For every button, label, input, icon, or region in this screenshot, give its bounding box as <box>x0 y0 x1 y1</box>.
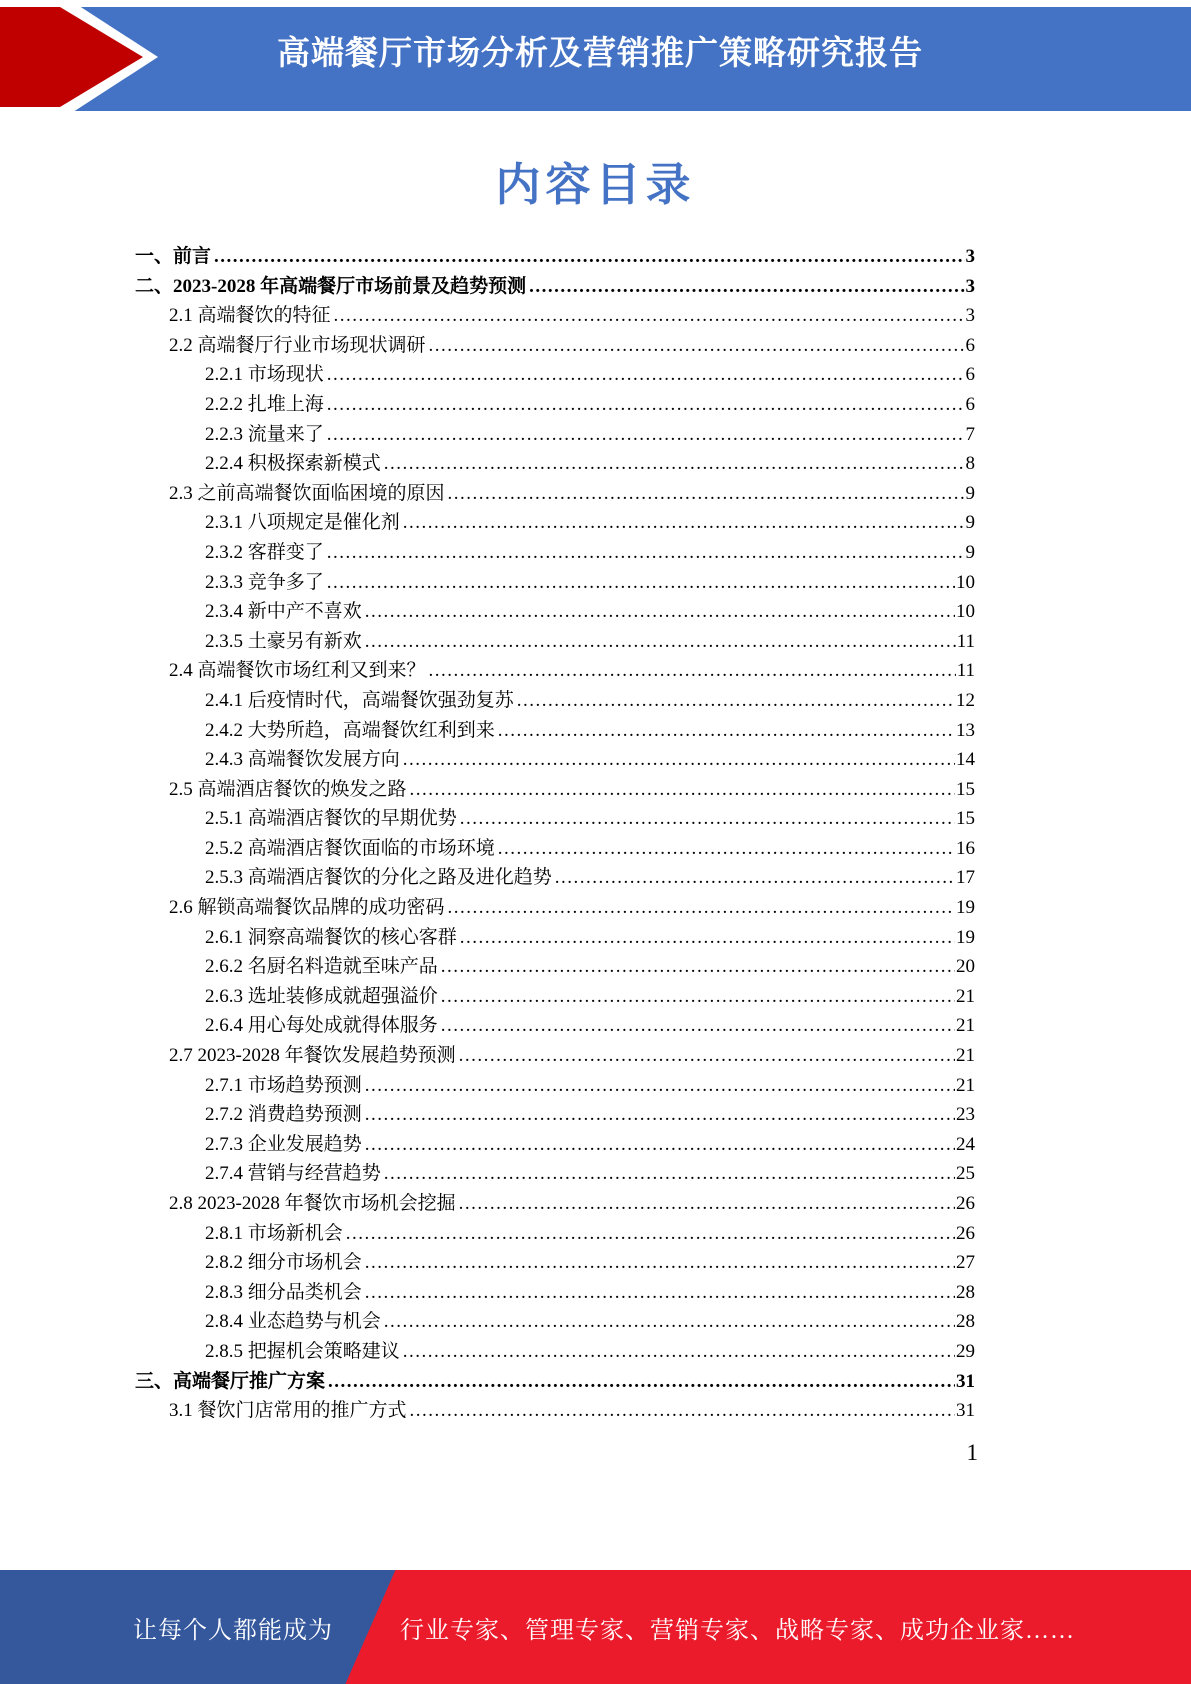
toc-entry[interactable] <box>135 241 975 271</box>
toc-leader-dots <box>529 276 964 298</box>
toc-page-number: 6 <box>965 393 975 415</box>
toc-entry-label: 二、2023-2028 年高端餐厅市场前景及趋势预测 <box>135 275 527 297</box>
toc-entry-label: 2.2.3 流量来了 <box>205 423 324 445</box>
toc-entry-label: 一、前言 <box>135 246 212 267</box>
toc-leader-dots <box>441 986 955 1008</box>
toc-entry-label: 2.3.3 竞争多了 <box>205 571 324 593</box>
toc-entry[interactable] <box>135 981 975 1011</box>
toc-entry[interactable] <box>135 1336 975 1366</box>
toc-page-number: 15 <box>956 778 975 800</box>
toc-entry[interactable] <box>135 389 975 419</box>
toc-entry[interactable] <box>135 1040 975 1070</box>
toc-page-number: 13 <box>956 719 975 741</box>
toc-entry-label: 2.3.2 客群变了 <box>205 541 324 563</box>
toc-leader-dots <box>460 808 955 830</box>
toc-entry-label: 2.7.2 消费趋势预测 <box>205 1104 362 1126</box>
toc-leader-dots <box>410 1400 955 1422</box>
footer-slogan-left: 让每个人都能成为 <box>133 1618 333 1644</box>
toc-leader-dots <box>460 927 955 949</box>
toc-page-number: 6 <box>965 364 975 386</box>
toc-entry-label: 2.3.5 土豪另有新欢 <box>205 630 362 652</box>
toc-entry[interactable] <box>135 359 975 389</box>
toc-entry[interactable] <box>135 507 975 537</box>
toc-entry[interactable] <box>135 1158 975 1188</box>
toc-page-number: 7 <box>965 423 975 445</box>
toc-page-number: 31 <box>956 1400 975 1422</box>
toc-page-number: 6 <box>965 334 975 356</box>
toc-leader-dots <box>365 1252 955 1274</box>
toc-entry[interactable] <box>135 626 975 656</box>
toc-entry-label: 2.6.1 洞察高端餐饮的核心客群 <box>205 926 457 948</box>
toc-entry[interactable] <box>135 330 975 360</box>
toc-entry-label: 2.2.1 市场现状 <box>205 364 324 386</box>
toc-entry-label: 2.8 2023-2028 年餐饮市场机会挖掘 <box>169 1193 456 1214</box>
toc-page-number: 8 <box>965 453 975 475</box>
toc-entry[interactable] <box>135 1395 975 1425</box>
toc-page-number: 3 <box>965 275 975 297</box>
toc-leader-dots <box>429 660 956 682</box>
toc-page-number: 10 <box>956 601 975 623</box>
toc-page-number: 20 <box>956 956 975 978</box>
toc-leader-dots <box>327 394 965 416</box>
toc-entry-label: 3.1 餐饮门店常用的推广方式 <box>169 1400 407 1422</box>
toc-page-number: 12 <box>956 689 975 711</box>
toc-entry[interactable] <box>135 803 975 833</box>
toc-entry[interactable] <box>135 1010 975 1040</box>
toc-leader-dots <box>365 1104 955 1126</box>
toc-list <box>135 241 975 1425</box>
toc-leader-dots <box>498 838 955 860</box>
toc-leader-dots <box>410 779 955 801</box>
toc-page-number: 19 <box>956 926 975 948</box>
red-chevron-icon <box>0 0 160 114</box>
toc-entry[interactable] <box>135 744 975 774</box>
toc-leader-dots <box>365 1282 955 1304</box>
toc-entry[interactable] <box>135 1188 975 1218</box>
toc-page-number: 15 <box>956 808 975 830</box>
toc-leader-dots <box>448 483 965 505</box>
toc-entry-label: 2.8.2 细分市场机会 <box>205 1252 362 1274</box>
toc-entry-label: 2.3 之前高端餐饮面临困境的原因 <box>169 482 445 504</box>
toc-leader-dots <box>327 364 965 386</box>
toc-page-number: 29 <box>956 1340 975 1362</box>
toc-entry-label: 2.6.2 名厨名料造就至味产品 <box>205 956 438 978</box>
toc-entry-label: 2.4.2 大势所趋，高端餐饮红利到来 <box>205 719 495 741</box>
toc-leader-dots <box>328 1371 955 1393</box>
toc-page-number: 23 <box>956 1104 975 1126</box>
toc-entry-label: 2.6.4 用心每处成就得体服务 <box>205 1015 438 1037</box>
toc-entry-label: 2.4.1 后疫情时代，高端餐饮强劲复苏 <box>205 689 514 711</box>
toc-entry[interactable] <box>135 271 975 301</box>
toc-leader-dots <box>365 601 955 623</box>
toc-page-number: 9 <box>965 482 975 504</box>
toc-page-number: 27 <box>956 1252 975 1274</box>
toc-entry[interactable] <box>135 1366 975 1396</box>
toc-entry-label: 2.6.3 选址装修成就超强溢价 <box>205 985 438 1007</box>
toc-leader-dots <box>365 1134 955 1156</box>
toc-entry[interactable] <box>135 596 975 626</box>
toc-entry-label: 2.2.4 积极探索新模式 <box>205 453 381 475</box>
toc-entry[interactable] <box>135 892 975 922</box>
toc-entry[interactable] <box>135 655 975 685</box>
toc-entry-label: 2.2.2 扎堆上海 <box>205 393 324 415</box>
toc-leader-dots <box>334 305 965 327</box>
toc-page-number: 25 <box>956 1163 975 1185</box>
toc-page-number: 16 <box>956 837 975 859</box>
toc-leader-dots <box>365 1075 955 1097</box>
toc-leader-dots <box>448 897 955 919</box>
toc-entry[interactable] <box>135 862 975 892</box>
toc-page-number: 9 <box>965 541 975 563</box>
toc-leader-dots <box>214 246 964 268</box>
toc-page-number: 3 <box>965 305 975 327</box>
toc-entry[interactable] <box>135 537 975 567</box>
toc-leader-dots <box>517 690 955 712</box>
toc-page-number: 17 <box>956 867 975 889</box>
toc-entry-label: 2.4 高端餐饮市场红利又到来？ <box>169 660 426 682</box>
toc-leader-dots <box>403 512 965 534</box>
toc-entry-label: 2.3.1 八项规定是催化剂 <box>205 512 400 534</box>
toc-entry[interactable] <box>135 922 975 952</box>
footer-banner <box>0 1570 1191 1684</box>
toc-page-number: 21 <box>956 1015 975 1037</box>
toc-page-number: 28 <box>956 1311 975 1333</box>
toc-entry[interactable] <box>135 448 975 478</box>
toc-entry-label: 2.5.3 高端酒店餐饮的分化之路及进化趋势 <box>205 867 552 889</box>
report-title: 高端餐厅市场分析及营销推广策略研究报告 <box>277 35 923 72</box>
toc-entry[interactable] <box>135 1277 975 1307</box>
toc-entry[interactable] <box>135 774 975 804</box>
toc-leader-dots <box>384 1311 955 1333</box>
toc-title: 内容目录 <box>495 160 696 210</box>
toc-page-number: 21 <box>956 985 975 1007</box>
toc-page-number: 21 <box>956 1074 975 1096</box>
toc-page-number: 26 <box>956 1222 975 1244</box>
toc-entry[interactable] <box>135 1247 975 1277</box>
toc-leader-dots <box>498 720 955 742</box>
toc-page-number: 14 <box>956 749 975 771</box>
toc-leader-dots <box>403 749 955 771</box>
toc-entry[interactable] <box>135 1306 975 1336</box>
toc-leader-dots <box>327 542 965 564</box>
toc-page-number: 9 <box>965 512 975 534</box>
toc-leader-dots <box>327 572 955 594</box>
toc-entry-label: 2.8.4 业态趋势与机会 <box>205 1311 381 1333</box>
toc-leader-dots <box>346 1223 955 1245</box>
toc-entry[interactable] <box>135 419 975 449</box>
toc-entry-label: 2.8.3 细分品类机会 <box>205 1281 362 1303</box>
toc-entry[interactable] <box>135 1218 975 1248</box>
toc-page-number: 10 <box>956 571 975 593</box>
page-number: 1 <box>966 1440 978 1465</box>
toc-entry-label: 2.7.1 市场趋势预测 <box>205 1074 362 1096</box>
toc-entry-label: 2.5.2 高端酒店餐饮面临的市场环境 <box>205 837 495 859</box>
toc-entry[interactable] <box>135 951 975 981</box>
toc-page-number: 11 <box>956 630 975 652</box>
toc-entry[interactable] <box>135 567 975 597</box>
toc-entry-label: 2.5.1 高端酒店餐饮的早期优势 <box>205 808 457 830</box>
toc-entry-label: 2.8.5 把握机会策略建议 <box>205 1340 400 1362</box>
header-banner <box>0 0 1191 118</box>
toc-entry[interactable] <box>135 1099 975 1129</box>
toc-page-number: 31 <box>956 1370 975 1392</box>
toc-page-number: 21 <box>956 1045 975 1067</box>
footer-slogan-right: 行业专家、管理专家、营销专家、战略专家、成功企业家…… <box>400 1618 1075 1644</box>
toc-entry-label: 三、高端餐厅推广方案 <box>135 1370 326 1392</box>
toc-page-number: 11 <box>956 660 975 682</box>
toc-page-number: 28 <box>956 1281 975 1303</box>
toc-entry-label: 2.8.1 市场新机会 <box>205 1222 343 1244</box>
toc-page-number: 24 <box>956 1133 975 1155</box>
toc-leader-dots <box>459 1045 955 1067</box>
toc-entry[interactable] <box>135 715 975 745</box>
toc-entry-label: 2.7.3 企业发展趋势 <box>205 1133 362 1155</box>
toc-leader-dots <box>403 1341 955 1363</box>
toc-leader-dots <box>429 335 965 357</box>
toc-entry[interactable] <box>135 300 975 330</box>
toc-leader-dots <box>441 956 955 978</box>
toc-leader-dots <box>384 453 965 475</box>
toc-entry[interactable] <box>135 685 975 715</box>
toc-entry-label: 2.4.3 高端餐饮发展方向 <box>205 749 400 771</box>
toc-entry[interactable] <box>135 1070 975 1100</box>
toc-entry-label: 2.1 高端餐饮的特征 <box>169 305 331 327</box>
toc-leader-dots <box>327 424 965 446</box>
toc-page-number: 3 <box>965 246 975 267</box>
toc-entry[interactable] <box>135 1129 975 1159</box>
toc-entry[interactable] <box>135 478 975 508</box>
toc-entry-label: 2.3.4 新中产不喜欢 <box>205 601 362 623</box>
toc-leader-dots <box>459 1193 955 1215</box>
toc-entry-label: 2.2 高端餐厅行业市场现状调研 <box>169 334 426 356</box>
toc-page-number: 19 <box>956 897 975 919</box>
toc-entry-label: 2.7 2023-2028 年餐饮发展趋势预测 <box>169 1045 456 1067</box>
toc-entry[interactable] <box>135 833 975 863</box>
toc-entry-label: 2.5 高端酒店餐饮的焕发之路 <box>169 778 407 800</box>
toc-leader-dots <box>441 1015 955 1037</box>
toc-leader-dots <box>384 1163 955 1185</box>
toc-leader-dots <box>555 867 955 889</box>
toc-leader-dots <box>365 631 956 653</box>
toc-page-number: 26 <box>956 1193 975 1214</box>
toc-entry-label: 2.6 解锁高端餐饮品牌的成功密码 <box>169 897 445 919</box>
toc-entry-label: 2.7.4 营销与经营趋势 <box>205 1163 381 1185</box>
